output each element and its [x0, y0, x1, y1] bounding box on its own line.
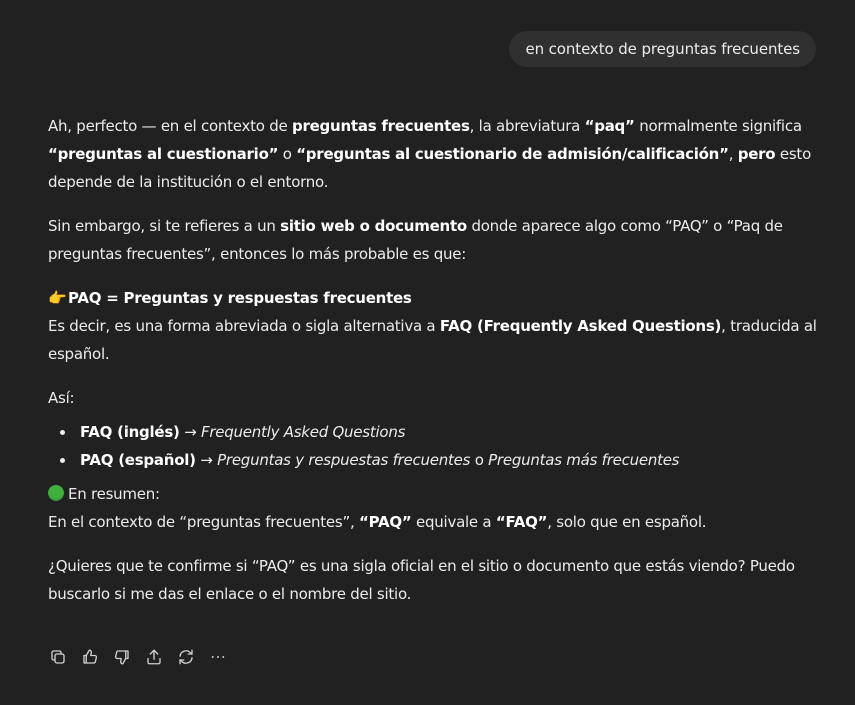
arrow-text: → [179, 423, 201, 441]
text: o [278, 145, 297, 163]
share-icon [145, 648, 163, 666]
bold-text: preguntas frecuentes [292, 117, 470, 135]
copy-button[interactable] [48, 645, 68, 669]
copy-icon [49, 648, 67, 666]
bold-text: sitio web o documento [280, 217, 467, 235]
bold-text: FAQ (Frequently Asked Questions) [439, 317, 722, 335]
paragraph-paq-definition [48, 284, 818, 368]
user-message-bubble [509, 31, 816, 67]
italic-text: Frequently Asked Questions [200, 423, 406, 441]
text: donde aparece algo como “PAQ” o “Paq de preguntas frecuentes”, entonces lo más probable es que: [48, 217, 783, 263]
summary-heading: En resumen: [68, 485, 160, 503]
list-item [80, 418, 818, 446]
text: , traducida al español. [48, 317, 817, 363]
text: , [728, 145, 738, 163]
bold-text: pero [737, 145, 776, 163]
thumbs-down-button[interactable] [112, 645, 132, 669]
bold-text: “FAQ” [495, 513, 548, 531]
bold-text: “paq” [584, 117, 635, 135]
bold-text: “preguntas al cuestionario” [48, 145, 279, 163]
text: normalmente significa [634, 117, 802, 135]
assistant-message [48, 112, 818, 624]
text: equivale a [411, 513, 496, 531]
user-message-text: en contexto de preguntas frecuentes [525, 40, 800, 58]
text: Ah, perfecto — en el contexto de [48, 117, 292, 135]
share-button[interactable] [144, 645, 164, 669]
more-icon [209, 648, 227, 666]
paragraph-however [48, 212, 818, 268]
paragraph-intro [48, 112, 818, 196]
thumbs-up-icon [81, 648, 99, 666]
bold-text: FAQ (inglés) [80, 423, 180, 441]
text: o [470, 451, 489, 469]
list-item [80, 446, 818, 474]
paragraph-asi: Así: [48, 389, 75, 407]
bold-text: “PAQ” [359, 513, 412, 531]
pointing-hand-icon: 👉 [48, 289, 67, 307]
thumbs-up-button[interactable] [80, 645, 100, 669]
arrow-text: → [195, 451, 218, 469]
italic-text: Preguntas más frecuentes [488, 451, 680, 469]
text: En el contexto de “preguntas frecuentes”, [48, 513, 360, 531]
more-button[interactable] [208, 645, 228, 669]
bold-text: “preguntas al cuestionario de admisión/calificación” [296, 145, 729, 163]
paragraph-summary [48, 480, 818, 536]
text: Sin embargo, si te refieres a un [48, 217, 281, 235]
text: esto depende de la institución o el entorno. [48, 145, 811, 191]
paragraph-followup-question: ¿Quieres que te confirme si “PAQ” es una sigla oficial en el sitio o documento que estás viendo? Puedo buscarlo si me das el enlace o el nombre del sitio. [48, 557, 795, 603]
bold-text: PAQ (español) [80, 451, 196, 469]
regenerate-button[interactable] [176, 645, 196, 669]
text: , solo que en español. [547, 513, 707, 531]
green-circle-icon [48, 485, 64, 501]
definition-list [48, 418, 818, 474]
message-actions-bar [48, 645, 228, 669]
italic-text: Preguntas y respuestas frecuentes [217, 451, 471, 469]
thumbs-down-icon [113, 648, 131, 666]
text: Es decir, es una forma abreviada o sigla alternativa a [48, 317, 440, 335]
bold-text: PAQ = Preguntas y respuestas frecuentes [68, 289, 412, 307]
regenerate-icon [177, 648, 195, 666]
text: , la abreviatura [469, 117, 585, 135]
